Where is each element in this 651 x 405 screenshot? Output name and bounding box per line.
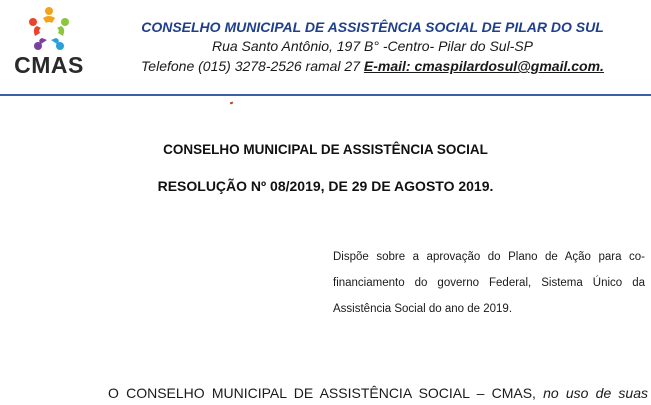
letterhead xyxy=(0,0,651,100)
org-contact xyxy=(100,56,645,76)
header-divider xyxy=(0,94,651,96)
body-paragraph-start xyxy=(108,385,648,401)
scan-mark xyxy=(230,101,234,104)
org-info xyxy=(100,18,645,76)
resolution-heading: RESOLUÇÃO Nº 08/2019, DE 29 DE AGOSTO 2019. xyxy=(157,178,494,194)
ementa-line: Assistência Social do ano de 2019. xyxy=(333,303,513,315)
ementa-line: financiamento do governo Federal, Sistema Único da xyxy=(333,277,645,289)
document-title: CONSELHO MUNICIPAL DE ASSISTÊNCIA SOCIAL xyxy=(163,142,488,157)
people-circle-icon xyxy=(27,6,71,52)
org-address: Rua Santo Antônio, 197 B° -Centro- Pilar do Sul-SP xyxy=(211,38,534,54)
org-phone: Telefone (015) 3278-2526 ramal 27 xyxy=(141,58,360,74)
logo-wordmark: CMAS xyxy=(14,52,84,78)
org-email-link[interactable]: E-mail: cmaspilardosul@gmail.com. xyxy=(363,58,604,74)
org-name: CONSELHO MUNICIPAL DE ASSISTÊNCIA SOCIAL DE PILAR DO SUL xyxy=(141,19,604,35)
body-text: O CONSELHO MUNICIPAL DE ASSISTÊNCIA SOCIAL – CMAS, xyxy=(108,385,536,401)
cmas-logo xyxy=(8,6,90,86)
body-text-italic: no uso de suas xyxy=(543,385,648,401)
ementa-block xyxy=(333,248,645,326)
ementa-line: Dispõe sobre a aprovação do Plano de Ação para co- xyxy=(333,251,645,263)
